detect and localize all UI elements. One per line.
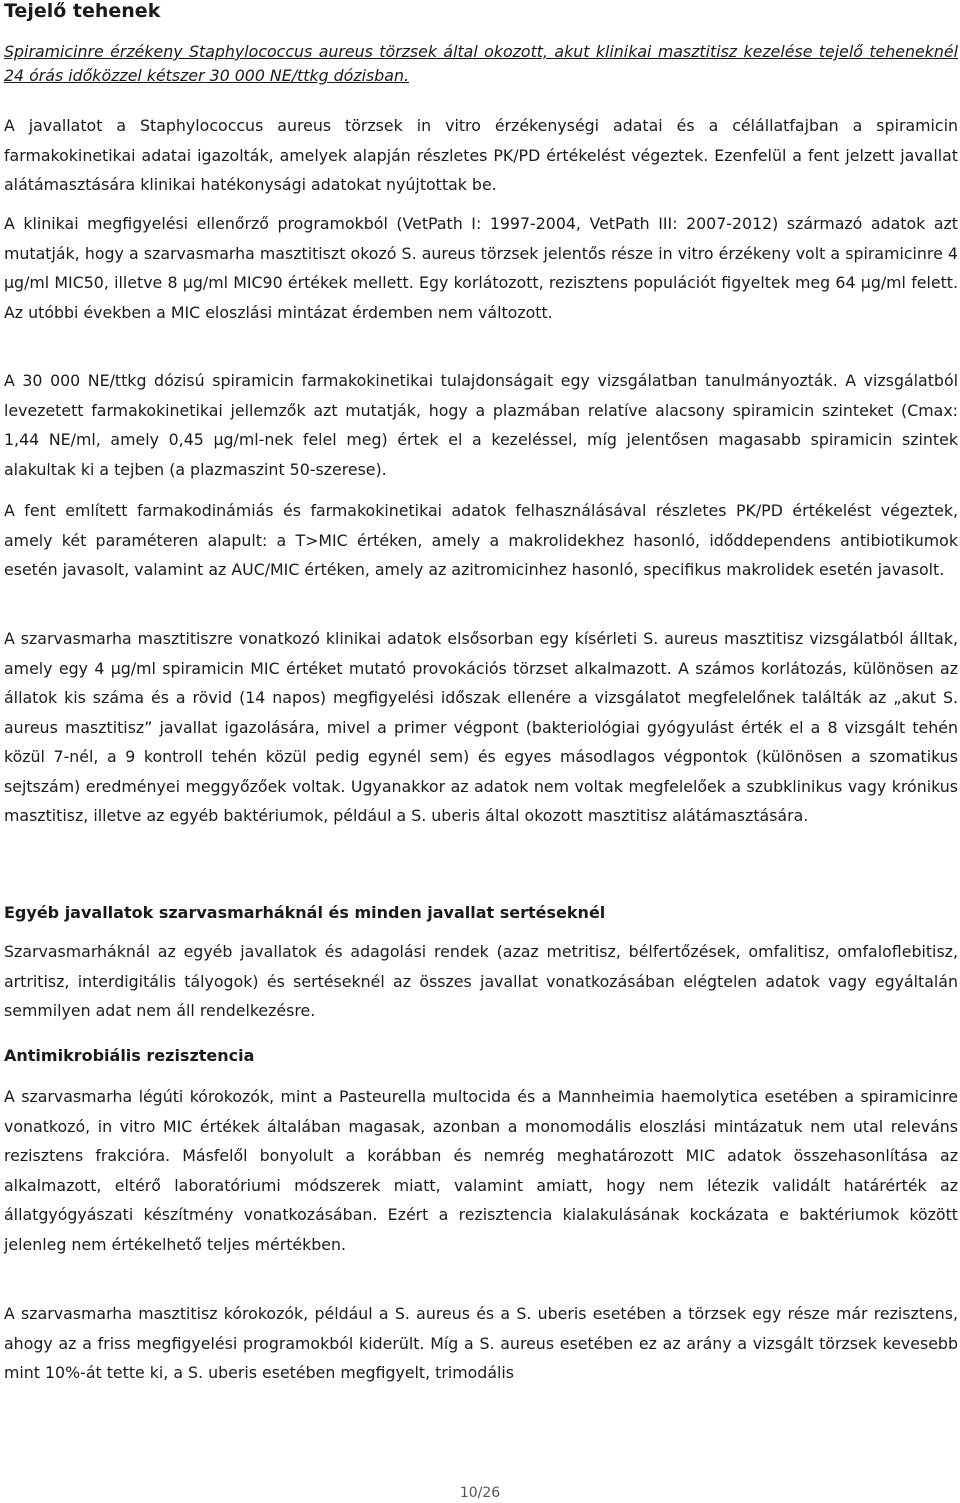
page-number: 10/26 [459,1485,501,1501]
paragraph-other-indications: Szarvasmarháknál az egyéb javallatok és adagolási rendek (azaz metritisz, bélfertőzések, omfalitisz, omfaloflebitisz, artritisz, interdigitális tályogok) és sertéseknél az összes javallat vonatkozásában elégtelen adatok vagy egyáltalán semmilyen adat nem áll rendelkezésre. [4,942,958,1020]
indication-text: Spiramicinre érzékeny Staphylococcus aureus törzsek által okozott, akut klinikai masztitisz kezelése tejelő teheneknél 24 órás időközzel kétszer 30 000 NE/ttkg dózisban. [4,42,958,85]
paragraph-pk: A 30 000 NE/ttkg dózisú spiramicin farmakokinetikai tulajdonságait egy vizsgálatban tanulmányozták. A vizsgálatból levezetett farmakokinetikai jellemzők azt mutatják, hogy a plazmában relatíve alacsony spiramicin szinteket (Cmax: 1,44 NE/ml, amely 0,45 µg/ml-nek felel meg) értek el a kezeléssel, míg jelentősen magasabb spiramicin szintek alakultak ki a tejben (a plazmaszint 50-szerese). [4,371,958,479]
paragraph-clinical: A szarvasmarha masztitiszre vonatkozó klinikai adatok elsősorban egy kísérleti S. aureus masztitisz vizsgálatból álltak, amely egy 4 µg/ml spiramicin MIC értéket mutató provokációs törzset alkalmazott. A számos korlátozás, különösen az állatok kis száma és a rövid (14 napos) megfigyelési időszak ellenére a vizsgálatot megfelelőnek találták az „akut S. aureus masztitisz” javallat igazolására, mivel a primer végpont (bakteriológiai gyógyulást érték el a 8 vizsgált tehén közül 7-nél, a 9 kontroll tehén közül pedig egynél sem) és egyes másodlagos végpontok (különösen a szomatikus sejtszám) eredményei meggyőzőek voltak. Ugyanakkor az adatok nem voltak megfelelőek a szubklinikus vagy krónikus masztitisz, illetve az egyéb baktériumok, például a S. uberis által okozott masztitisz alátámasztására. [4,629,958,825]
heading-other-indications: Egyéb javallatok szarvasmarháknál és minden javallat sertéseknél [4,903,606,922]
paragraph-resistance-1: A szarvasmarha légúti kórokozók, mint a Pasteurella multocida és a Mannheimia haemolytica esetében a spiramicinre vonatkozó, in vitro MIC értékek általában magasak, azonban a monomodális eloszlási mintázatuk nem utal releváns rezisztens frakcióra. Másfelől bonyolult a korábban és nemrég meghatározott MIC adatok összehasonlítása az alkalmazott, eltérő laboratóriumi módszerek miatt, valamint amiatt, hogy nem létezik validált határérték az állatgyógyászati készítmény vonatkozásában. Ezért a rezisztencia kialakulásának kockázata e baktériumok között jelenleg nem értékelhető teljes mértékben. [4,1087,958,1254]
paragraph-resistance-2: A szarvasmarha masztitisz kórokozók, például a S. aureus és a S. uberis esetében a törzsek egy része már rezisztens, ahogy az a friss megfigyelési programokból kiderült. Míg a S. aureus esetében ez az arány a vizsgált törzsek kevesebb mint 10%-át tette ki, a S. uberis esetében megfigyelt, trimodális [4,1304,958,1382]
heading-resistance: Antimikrobiális rezisztencia [4,1046,255,1065]
paragraph-pkpd: A fent említett farmakodinámiás és farmakokinetikai adatok felhasználásával részletes PK/PD értékelést végeztek, amely két paraméteren alapult: a T>MIC értéken, amely a makrolidekhez hasonló, időddependens antibiotikumok esetén javasolt, valamint az AUC/MIC értéken, amely az azitromicinhez hasonló, specifikus makrolidek esetén javasolt. [4,501,958,579]
section-title: Tejelő tehenek [4,0,161,22]
paragraph-javallat: A javallatot a Staphylococcus aureus törzsek in vitro érzékenységi adatai és a célállatfajban a spiramicin farmakokinetikai adatai igazolták, amelyek alapján részletes PK/PD értékelést végeztek. Ezenfelül a fent jelzett javallat alátámasztására klinikai hatékonysági adatokat nyújtottak be. [4,116,958,194]
paragraph-vetpath: A klinikai megfigyelési ellenőrző programokból (VetPath I: 1997-2004, VetPath III: 2007-2012) származó adatok azt mutatják, hogy a szarvasmarha masztitiszt okozó S. aureus törzsek jelentős része in vitro érzékeny volt a spiramicinre 4 µg/ml MIC50, illetve 8 µg/ml MIC90 értékek mellett. Egy korlátozott, rezisztens populációt figyeltek meg 64 µg/ml felett. Az utóbbi években a MIC eloszlási mintázat érdemben nem változott. [4,214,958,322]
